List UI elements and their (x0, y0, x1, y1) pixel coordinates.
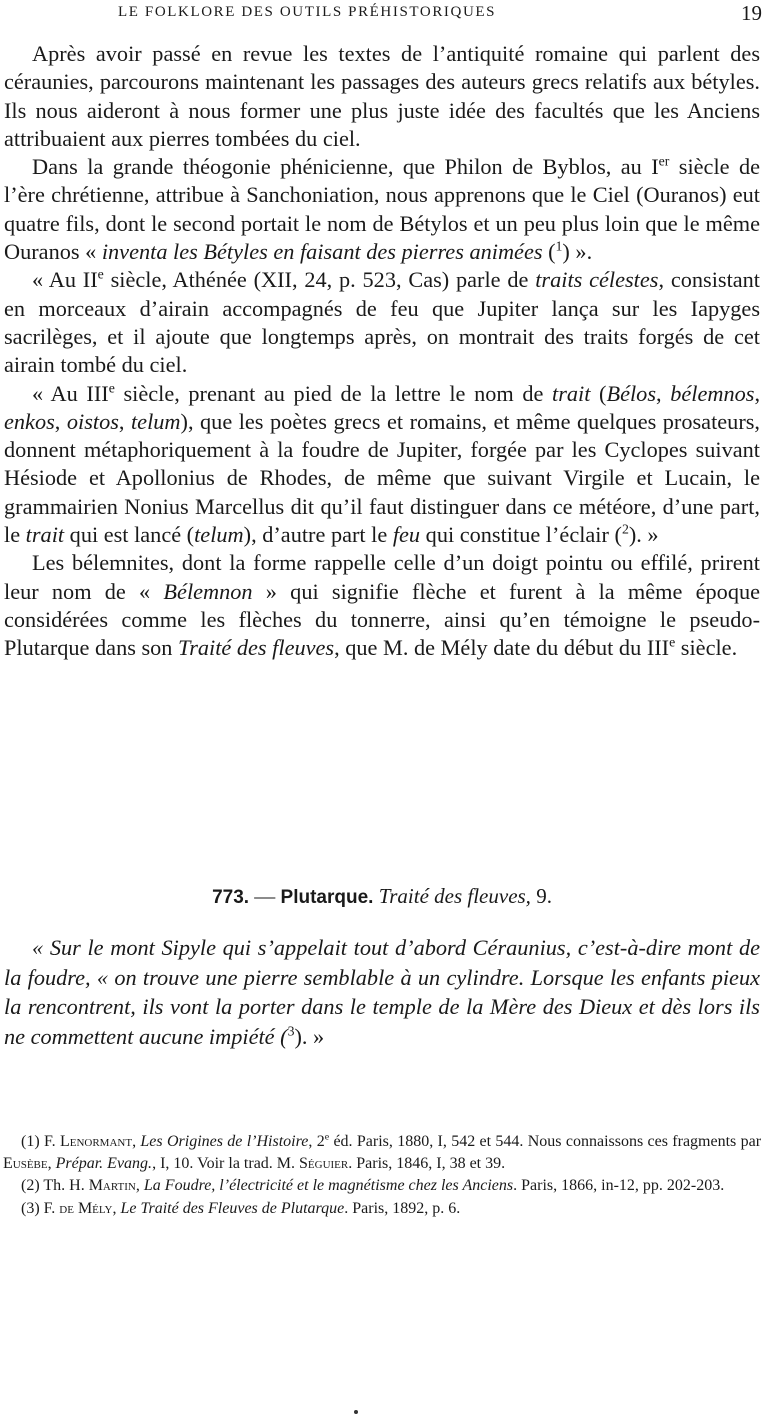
italic-term: trait (25, 522, 65, 548)
text-run: , (135, 1177, 144, 1195)
footnote-marker: (3) F. (21, 1199, 60, 1217)
text-run: . Paris, 1892, p. 6. (344, 1199, 461, 1217)
italic-term: Bélemnon (163, 578, 253, 604)
text-run: Dans la grande théogonie phénicienne, que Philon de Byblos, au (32, 154, 652, 180)
footnote-author: Séguier (299, 1155, 349, 1173)
text-run: siècle, Athénée ( (103, 267, 261, 293)
century-numeral: III (86, 380, 109, 406)
footnote-title: Le Traité des Fleuves de Plutarque (120, 1199, 345, 1217)
footnote-3 (3, 1198, 761, 1220)
text-run: « Au (32, 267, 83, 293)
italic-citation: inventa les Bétyles en faisant des pierres animées (101, 239, 543, 265)
century-numeral: I (651, 154, 659, 180)
text-run: qui constitue l’éclair ( (420, 522, 622, 548)
text-run: ), d’autre part le (243, 522, 393, 548)
paragraph-1 (4, 40, 760, 153)
text-run: siècle, prenant au pied de la lettre le nom de (114, 380, 552, 406)
italic-term: oistos (66, 408, 119, 434)
text-run: , (47, 1155, 56, 1173)
footnote-marker: (2) Th. H. (21, 1177, 89, 1195)
footnote-2 (3, 1175, 761, 1197)
quotation-text: « Sur le mont Sipyle qui s’appelait tout d’abord Céraunius, c’est-à-dire mont de la foudre, « on trouve une pierre semblable à un cylindre. Lorsque les enfants pieux la rencontrent, ils vont la porter dans le temple de la Mère des Dieux et dès lors ils ne commettent aucune impiété ( (4, 935, 760, 1049)
footnote-title: La Foudre, l’électricité et le magnétisme chez les Anciens (143, 1177, 514, 1195)
text-run: siècle. (675, 635, 738, 661)
paragraph-2: Dans la grande théogonie phénicienne, que Philon de Byblos, au Ier siècle de l’ère chrétienne, attribue à Sanchoniation, nous apprenons que le Ciel (Ouranos) eut quatre fils, dont le second portait le nom de Bétylos et un peu plus loin que le même Ouranos « inventa les Bétyles en faisant des pierres animées ($^1$) ». (4, 153, 760, 265)
text-run: ), que les poètes grecs et romains, et même quelques prosateurs, donnent métaphoriquement à la foudre de Jupiter, forgée par les Cyclopes suivant Hésiode et Apollonius de Rhodes, de même que suivant Virgile et Lucain, le grammairien Nonius Marcellus dit qu’il faut distinguer dans ce météore, d’une part, le (4, 408, 760, 548)
body-text (4, 40, 760, 663)
italic-term: enkos (4, 408, 55, 434)
footnote-ref-2: 2 (621, 521, 629, 537)
footnote-ref-3: 3 (287, 1023, 295, 1039)
text-run: , (132, 1133, 141, 1150)
paragraph-4 (4, 380, 760, 550)
section-heading (0, 884, 764, 909)
text-run: . Paris, 1866, in-12, pp. 202-203. (513, 1177, 725, 1195)
italic-term: telum (194, 522, 244, 548)
century-numeral: II (82, 267, 98, 293)
text-run: , 24, p. 523, Cas) parle de (291, 267, 536, 293)
ordinal-superscript: e (669, 634, 676, 650)
page-number: 19 (741, 1, 762, 25)
text-run: , 2 (308, 1133, 325, 1150)
italic-term: bélemnos (670, 380, 755, 406)
text-run: ). » (628, 522, 659, 548)
text-run: » qui signifie flèche et furent à la même époque considérées comme les flèches du tonnerre, ainsi qu’en témoigne le pseudo-Plutarque dans son (4, 578, 761, 661)
text-run: , (656, 380, 671, 406)
text-run: siècle de l’ère chrétienne, attribue à Sanchoniation, nous apprenons que le Ciel (Ouranos) eut quatre fils, dont le second portait le nom de Bétylos et un peu plus loin que le même Ouranos « (4, 154, 760, 265)
section-work-title: Traité des fleuves, (373, 884, 531, 908)
ordinal-superscript: e (108, 380, 115, 396)
footnotes (3, 1131, 761, 1220)
text-run: , que M. de Mély date du début du (334, 635, 647, 661)
text-run: « Au (32, 380, 87, 406)
running-title: LE FOLKLORE DES OUTILS PRÉHISTORIQUES (118, 4, 497, 20)
footnote-1 (3, 1131, 761, 1175)
ink-speck (354, 1410, 358, 1414)
text-run: , consistant en morceaux d’airain accompagnés de feu que Jupiter lança sur les Iapyges sacrilèges, et il ajoute que longtemps après, on montrait des traits forgés de cet airain tombé du ciel. (4, 267, 761, 378)
ordinal-superscript: e (324, 1131, 330, 1143)
book-numeral: XII (261, 267, 292, 293)
text-run: , I, 10. Voir la trad. M. (152, 1155, 300, 1173)
paragraph-3 (4, 266, 760, 379)
ordinal-superscript: e (97, 266, 104, 282)
footnote-author: Martin (88, 1177, 136, 1195)
footnote-author: Eusèbe (3, 1155, 48, 1173)
running-head (0, 2, 764, 24)
section-author: Plutarque. (280, 887, 374, 908)
text-run: , (118, 408, 131, 434)
section-number: 773. (212, 887, 250, 908)
text-run: , (754, 380, 761, 406)
footnote-author: Lenormant (59, 1133, 133, 1150)
paragraph-1-text: Après avoir passé en revue les textes de l’antiquité romaine qui parlent des céraunies, parcourons maintenant les passages des auteurs grecs relatifs aux bétyles. Ils nous aideront à nous former une plus juste idée des facultés que les Anciens attribuaient aux pierres tombées du ciel. (4, 41, 760, 151)
century-numeral: III (646, 635, 670, 661)
ordinal-superscript: er (658, 153, 670, 169)
italic-term: traits célestes (535, 267, 659, 293)
section-chapter: 9. (530, 884, 552, 908)
footnote-marker: (1) F. (21, 1133, 60, 1150)
text-run: qui est lancé ( (64, 522, 195, 548)
quotation-close: ). » (294, 1023, 325, 1049)
quotation-block (4, 933, 760, 1051)
text-run: , (54, 408, 67, 434)
footnote-title: Les Origines de l’Histoire (140, 1133, 309, 1150)
text-run: ». (569, 239, 593, 265)
quotation-paragraph (4, 933, 760, 1051)
footnote-title: Prépar. Evang. (55, 1155, 153, 1173)
paragraph-5 (4, 549, 760, 662)
section-dash: — (249, 884, 281, 908)
footnote-ref-1: 1 (555, 238, 563, 254)
text-run: . Paris, 1846, I, 38 et 39. (348, 1155, 506, 1173)
text-run: Les bélemnites, dont la forme rappelle celle d’un doigt pointu ou effilé, prirent leur nom de « (4, 550, 760, 604)
text-run: , (112, 1199, 121, 1217)
italic-term: feu (392, 522, 421, 548)
italic-term: trait (552, 380, 591, 406)
italic-term: telum (130, 408, 181, 434)
italic-term: Bélos (606, 380, 657, 406)
text-run: éd. Paris, 1880, I, 542 et 544. Nous connaissons ces fragments par (329, 1133, 762, 1150)
italic-title: Traité des fleuves (178, 635, 335, 661)
footnote-author: de Mély (59, 1199, 113, 1217)
text-run: ( (590, 380, 607, 406)
